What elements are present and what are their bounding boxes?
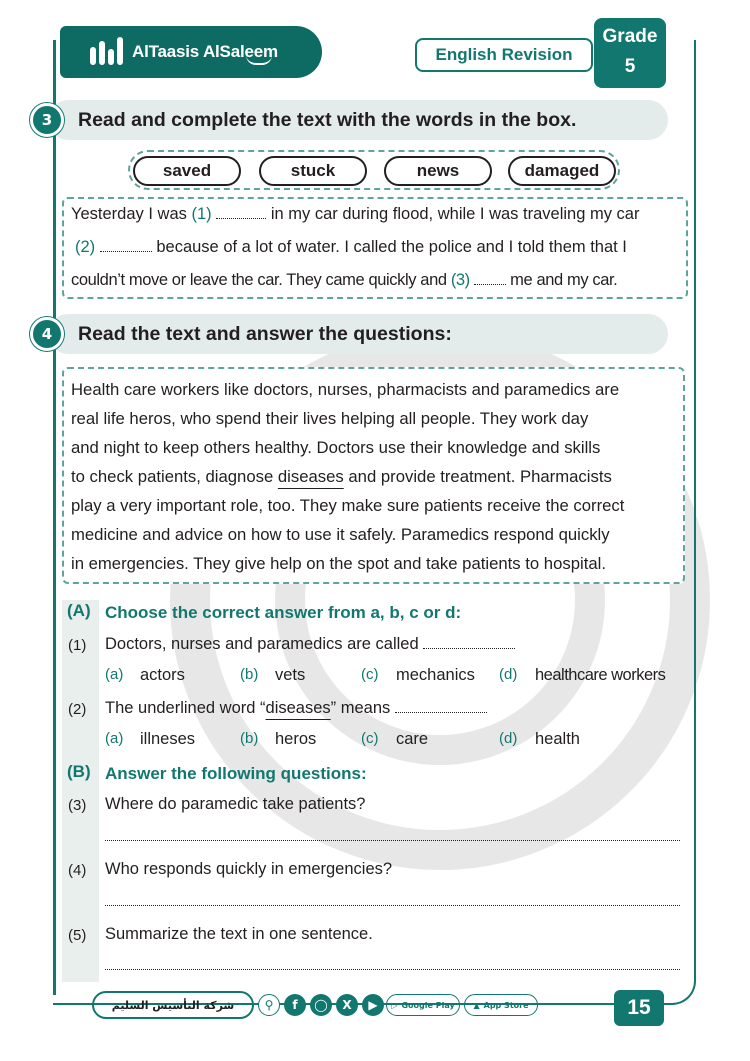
grade-badge bbox=[594, 18, 666, 88]
option-text[interactable]: vets bbox=[275, 666, 306, 684]
subject-tab: English Revision bbox=[415, 38, 593, 72]
option-letter: (a) bbox=[105, 730, 124, 747]
page-frame-left bbox=[53, 40, 56, 995]
question-text: Who responds quickly in emergencies? bbox=[105, 860, 393, 878]
passage-line: in emergencies. They give help on the spot and take patients to hospital. bbox=[71, 554, 606, 573]
option-text[interactable]: illneses bbox=[140, 730, 196, 748]
answer-line[interactable] bbox=[105, 969, 680, 970]
question-text: Where do paramedic take patients? bbox=[105, 795, 366, 813]
section-title: Read the text and answer the questions: bbox=[78, 322, 452, 345]
question-number: (2) bbox=[68, 701, 87, 718]
option-letter: (d) bbox=[499, 666, 518, 683]
question-number: (4) bbox=[68, 862, 87, 879]
passage-line: play a very important role, too. They make sure patients receive the correct bbox=[71, 496, 625, 515]
x-twitter-icon[interactable]: X bbox=[336, 994, 358, 1016]
option-text[interactable]: health bbox=[535, 730, 580, 748]
option-letter: (d) bbox=[499, 730, 518, 747]
apple-icon: ▲ bbox=[473, 1000, 480, 1010]
answer-blank[interactable] bbox=[423, 637, 515, 649]
passage-line: Health care workers like doctors, nurses, pharmacists and paramedics are bbox=[71, 380, 620, 399]
word-option: news bbox=[384, 156, 492, 186]
question-text: The underlined word “diseases” means bbox=[105, 699, 487, 718]
blank-line[interactable] bbox=[100, 240, 152, 252]
word-option: stuck bbox=[259, 156, 367, 186]
brand-logo-icon bbox=[90, 37, 124, 67]
question-number: (3) bbox=[68, 797, 87, 814]
section-number: 3 bbox=[30, 103, 64, 137]
question-text: Summarize the text in one sentence. bbox=[105, 925, 373, 943]
completion-line-2: (2) because of a lot of water. I called the police and I told them that I bbox=[75, 238, 627, 256]
youtube-icon[interactable]: ▶ bbox=[362, 994, 384, 1016]
part-a-title: Choose the correct answer from a, b, c or d: bbox=[105, 603, 462, 622]
play-icon: ▷ bbox=[391, 1000, 398, 1010]
completion-line-1: Yesterday I was (1) in my car during flood, while I was traveling my car bbox=[71, 205, 640, 223]
answer-line[interactable] bbox=[105, 905, 680, 906]
question-number: (5) bbox=[68, 927, 87, 944]
passage-line: to check patients, diagnose diseases and provide treatment. Pharmacists bbox=[71, 467, 612, 486]
passage-line: medicine and advice on how to use it safely. Paramedics respond quickly bbox=[71, 525, 610, 544]
blank-line[interactable] bbox=[474, 273, 506, 285]
completion-line-3: couldn’t move or leave the car. They came quickly and (3) me and my car. bbox=[71, 271, 618, 289]
question-sidebar bbox=[62, 600, 99, 982]
brand-banner bbox=[60, 26, 322, 78]
search-icon[interactable]: ⚲ bbox=[258, 994, 280, 1016]
part-a-label: (A) bbox=[67, 601, 91, 620]
question-number: (1) bbox=[68, 637, 87, 654]
option-letter: (a) bbox=[105, 666, 124, 683]
passage-line: real life heros, who spend their lives helping all people. They work day bbox=[71, 409, 589, 428]
app-store-button[interactable]: ▲ App Store bbox=[464, 994, 538, 1016]
brand-name: AlTaasis AlSaleem bbox=[132, 42, 278, 61]
option-text[interactable]: heros bbox=[275, 730, 317, 748]
blank-number: (3) bbox=[450, 271, 470, 289]
option-text[interactable]: healthcare workers bbox=[535, 666, 666, 684]
blank-number: (1) bbox=[191, 205, 212, 223]
section-3-heading bbox=[30, 99, 660, 141]
part-b-title: Answer the following questions: bbox=[105, 764, 367, 783]
option-text[interactable]: actors bbox=[140, 666, 185, 684]
section-4-heading bbox=[30, 313, 660, 355]
grade-label: Grade bbox=[602, 26, 658, 47]
answer-line[interactable] bbox=[105, 840, 680, 841]
blank-line[interactable] bbox=[216, 207, 266, 219]
part-b-label: (B) bbox=[67, 762, 91, 781]
question-text: Doctors, nurses and paramedics are called bbox=[105, 635, 515, 654]
instagram-icon[interactable]: ◯ bbox=[310, 994, 332, 1016]
option-letter: (c) bbox=[361, 730, 379, 747]
passage-line: and night to keep others healthy. Doctors use their knowledge and skills bbox=[71, 438, 601, 457]
answer-blank[interactable] bbox=[395, 701, 487, 713]
grade-value: 5 bbox=[624, 56, 636, 77]
option-letter: (b) bbox=[240, 666, 259, 683]
word-option: saved bbox=[133, 156, 241, 186]
underlined-word: diseases bbox=[277, 467, 344, 486]
section-title: Read and complete the text with the words in the box. bbox=[78, 108, 577, 131]
page-number: 15 bbox=[614, 990, 664, 1026]
option-text[interactable]: care bbox=[396, 730, 429, 748]
facebook-icon[interactable]: f bbox=[284, 994, 306, 1016]
option-letter: (b) bbox=[240, 730, 259, 747]
blank-number: (2) bbox=[75, 238, 96, 256]
option-text[interactable]: mechanics bbox=[396, 666, 475, 684]
footer-brand: شركة التأسيس السليم bbox=[92, 991, 254, 1019]
word-option: damaged bbox=[508, 156, 616, 186]
google-play-button[interactable]: ▷ Google Play bbox=[386, 994, 460, 1016]
section-number: 4 bbox=[30, 317, 64, 351]
option-letter: (c) bbox=[361, 666, 379, 683]
